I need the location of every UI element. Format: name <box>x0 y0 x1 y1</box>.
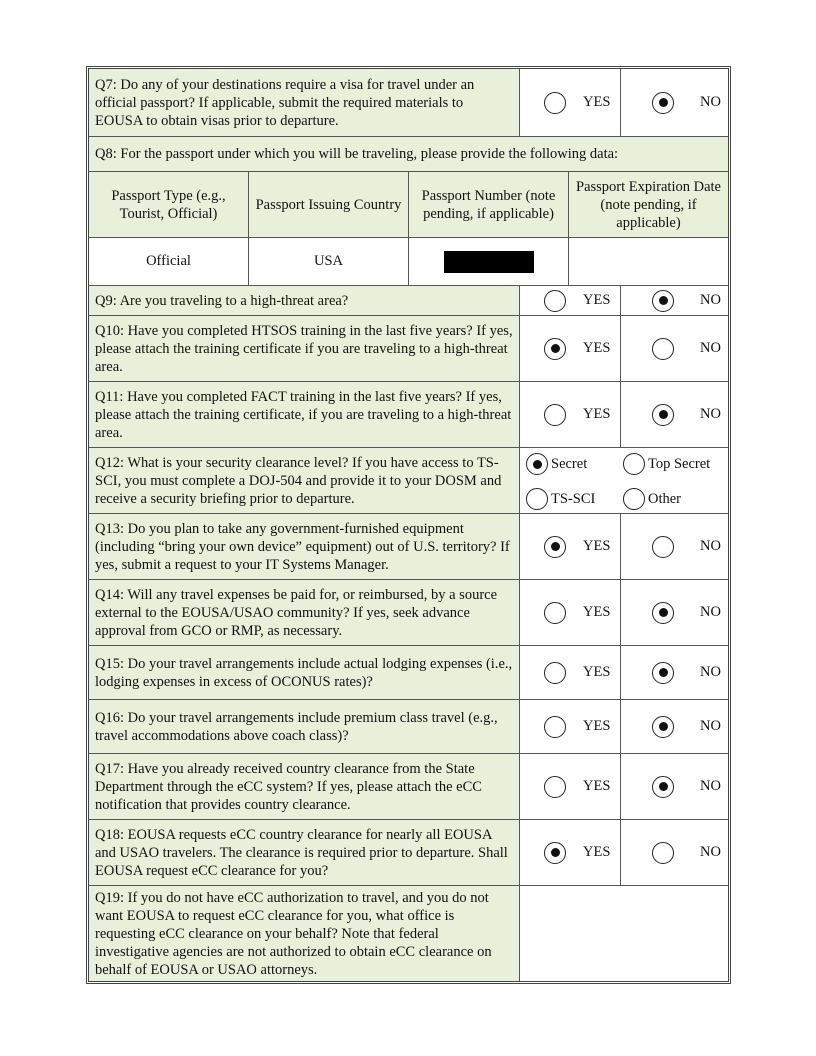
q11-yes-option[interactable]: YES <box>544 404 610 426</box>
passport-header-row <box>89 172 728 238</box>
question-text: Q18: EOUSA requests eCC country clearance for nearly all EOUSA and USAO travelers. The clearance is required prior to departure. Shall EOUSA request eCC clearance for you? <box>89 820 520 885</box>
question-text: Q14: Will any travel expenses be paid for, or reimbursed, by a source external to the EOUSA/USAO community? If yes, seek advance approval from GCO or RMP, as necessary. <box>89 580 520 645</box>
passport-type-value[interactable]: Official <box>89 238 249 285</box>
q13-yes-option[interactable]: YES <box>544 536 610 558</box>
q17-no-radio[interactable] <box>652 776 674 798</box>
q17-no-option[interactable]: NO <box>652 776 721 798</box>
question-text: Q16: Do your travel arrangements include premium class travel (e.g., travel accommodations above coach class)? <box>89 700 520 753</box>
question-row-q15 <box>89 646 728 700</box>
q7-no-option[interactable]: NO <box>652 92 721 114</box>
q12-top-secret-option[interactable]: Top Secret <box>623 453 710 475</box>
q12-clearance-options <box>520 448 728 513</box>
q11-no-radio[interactable] <box>652 404 674 426</box>
q9-no-option[interactable]: NO <box>652 290 721 312</box>
passport-type-header: Passport Type (e.g., Tourist, Official) <box>89 172 249 237</box>
question-text: Q15: Do your travel arrangements include actual lodging expenses (i.e., lodging expenses in excess of OCONUS rates)? <box>89 646 520 699</box>
passport-expiration-value[interactable] <box>569 238 728 285</box>
question-text: Q17: Have you already received country clearance from the State Department through the eCC system? If yes, please attach the eCC notification that provides country clearance. <box>89 754 520 819</box>
q7-yes-option[interactable]: YES <box>544 92 610 114</box>
q9-yes-option[interactable]: YES <box>544 290 610 312</box>
passport-expiration-header: Passport Expiration Date (note pending, if applicable) <box>569 172 728 237</box>
q14-no-radio[interactable] <box>652 602 674 624</box>
q17-yes-radio[interactable] <box>544 776 566 798</box>
question-row-q14 <box>89 580 728 646</box>
q16-yes-option[interactable]: YES <box>544 716 610 738</box>
question-row-q17 <box>89 754 728 820</box>
q12-top-secret-radio[interactable] <box>623 453 645 475</box>
q12-other-radio[interactable] <box>623 488 645 510</box>
question-row-q12 <box>89 448 728 514</box>
q13-no-radio[interactable] <box>652 536 674 558</box>
question-row-q10 <box>89 316 728 382</box>
q10-no-radio[interactable] <box>652 338 674 360</box>
q7-yes-radio[interactable] <box>544 92 566 114</box>
question-row-q8 <box>89 137 728 172</box>
passport-number-value[interactable] <box>409 238 569 285</box>
question-row-q19 <box>89 886 728 981</box>
question-text: Q9: Are you traveling to a high-threat area? <box>89 286 520 315</box>
q14-no-option[interactable]: NO <box>652 602 721 624</box>
passport-country-value[interactable]: USA <box>249 238 409 285</box>
passport-value-row <box>89 238 728 286</box>
q15-yes-option[interactable]: YES <box>544 662 610 684</box>
q14-yes-radio[interactable] <box>544 602 566 624</box>
q15-yes-radio[interactable] <box>544 662 566 684</box>
q9-yes-radio[interactable] <box>544 290 566 312</box>
q15-no-option[interactable]: NO <box>652 662 721 684</box>
question-row-q11 <box>89 382 728 448</box>
q17-yes-option[interactable]: YES <box>544 776 610 798</box>
q10-yes-radio[interactable] <box>544 338 566 360</box>
q11-yes-radio[interactable] <box>544 404 566 426</box>
q12-secret-radio[interactable] <box>526 453 548 475</box>
q16-yes-radio[interactable] <box>544 716 566 738</box>
q12-other-option[interactable]: Other <box>623 488 681 510</box>
q13-yes-radio[interactable] <box>544 536 566 558</box>
question-text: Q11: Have you completed FACT training in the last five years? If yes, please attach the training certificate, if you are traveling to a high-threat area. <box>89 382 520 447</box>
q15-no-radio[interactable] <box>652 662 674 684</box>
question-row-q7 <box>89 69 728 137</box>
q16-no-radio[interactable] <box>652 716 674 738</box>
question-text: Q19: If you do not have eCC authorization to travel, and you do not want EOUSA to request eCC clearance for you, what office is requesting eCC clearance on your behalf? Note that federal investigative agencies are not authorized to obtain eCC clearance on behalf of EOUSA or USAO attorneys. <box>89 886 520 981</box>
q18-no-option[interactable]: NO <box>652 842 721 864</box>
travel-questionnaire-form <box>86 66 731 984</box>
redaction-block <box>444 251 534 273</box>
q10-yes-option[interactable]: YES <box>544 338 610 360</box>
passport-number-header: Passport Number (note pending, if applicable) <box>409 172 569 237</box>
q7-no-radio[interactable] <box>652 92 674 114</box>
q12-secret-option[interactable]: Secret <box>526 453 587 475</box>
q16-no-option[interactable]: NO <box>652 716 721 738</box>
question-text: Q7: Do any of your destinations require a visa for travel under an official passport? If applicable, submit the required materials to EOUSA to obtain visas prior to departure. <box>89 69 520 136</box>
q14-yes-option[interactable]: YES <box>544 602 610 624</box>
q18-no-radio[interactable] <box>652 842 674 864</box>
q11-no-option[interactable]: NO <box>652 404 721 426</box>
question-text: Q12: What is your security clearance level? If you have access to TS-SCI, you must complete a DOJ-504 and provide it to your DOSM and receive a security briefing prior to departure. <box>89 448 520 513</box>
question-text: Q10: Have you completed HTSOS training in the last five years? If yes, please attach the training certificate if you are traveling to a high-threat area. <box>89 316 520 381</box>
question-row-q9 <box>89 286 728 316</box>
question-row-q18 <box>89 820 728 886</box>
question-text: Q8: For the passport under which you will be traveling, please provide the following data: <box>89 137 728 171</box>
q10-no-option[interactable]: NO <box>652 338 721 360</box>
q12-ts-sci-radio[interactable] <box>526 488 548 510</box>
question-text: Q13: Do you plan to take any government-furnished equipment (including “bring your own device” equipment) out of U.S. territory? If yes, submit a request to your IT Systems Manager. <box>89 514 520 579</box>
question-row-q16 <box>89 700 728 754</box>
q18-yes-radio[interactable] <box>544 842 566 864</box>
q9-no-radio[interactable] <box>652 290 674 312</box>
question-row-q13 <box>89 514 728 580</box>
q18-yes-option[interactable]: YES <box>544 842 610 864</box>
q13-no-option[interactable]: NO <box>652 536 721 558</box>
q19-answer-field[interactable] <box>520 886 728 981</box>
q12-ts-sci-option[interactable]: TS-SCI <box>526 488 595 510</box>
passport-country-header: Passport Issuing Country <box>249 172 409 237</box>
